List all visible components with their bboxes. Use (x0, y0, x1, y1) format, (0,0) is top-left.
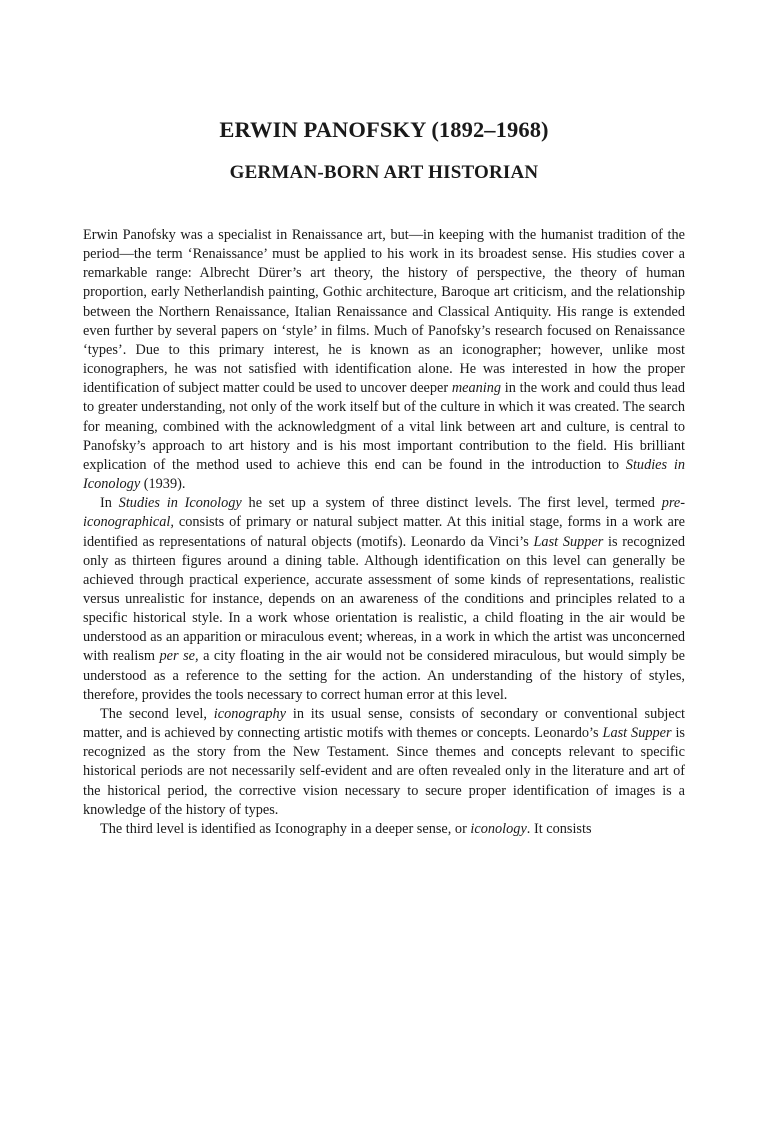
text-run: (1939). (140, 476, 186, 493)
italic-run: Studies in Iconology (83, 456, 685, 493)
text-run: The second level, (100, 705, 214, 722)
text-run: Erwin Panofsky was a specialist in Renaissance art, but—in keeping with the humanist tradition of the period—the term ‘Renaissance’ must be applied to his work in its broadest sense. His studies cover a remarkable range: Albrecht Dürer’s art theory, the history of perspective, the theory of human proportion, early Netherlandish painting, Gothic architecture, Baroque art criticism, and the relationship between the Northern Renaissance, Italian Renaissance and Classical Antiquity. His range is extended even further by several papers on ‘style’ in films. Much of Panofsky’s research focused on Renaissance ‘types’. Due to this primary interest, he is known as an iconographer; however, unlike most iconographers, he was not satisfied with identification alone. He was interested in how the proper identification of subject matter could be used to uncover deeper (83, 227, 685, 397)
paragraph-2 (83, 494, 685, 705)
text-run: consists of primary or natural subject matter. At this initial stage, forms in a work are identified as representations of natural objects (motifs). Leonardo da Vinci’s (83, 514, 685, 550)
article-title (83, 117, 685, 143)
article-subtitle: GERMAN-BORN ART HISTORIAN (229, 162, 539, 183)
italic-run: iconology (470, 820, 527, 837)
text-run: . It consists (526, 820, 592, 837)
article-body (83, 226, 685, 839)
text-run: he set up a system of three distinct levels. The first level, termed (241, 495, 662, 512)
subject-dates: (1892–1968) (425, 117, 549, 142)
paragraph-4 (83, 820, 685, 839)
italic-run: Last Supper (602, 725, 672, 742)
text-run: In (100, 495, 119, 512)
text-run: in the work and could thus lead to greater understanding, not only of the work itself but of the culture in which it was created. The search for meaning, combined with the acknowledgment of a vital link between art and culture, is central to Panofsky’s approach to art history and is his most important contribution to the field. His brilliant explication of the method used to achieve this end can be found in the introduction to (83, 380, 685, 473)
document-page (0, 117, 768, 1141)
text-run: in its usual sense, consists of secondary or conventional subject matter, and is achieved by connecting artistic motifs with themes or concepts. Leonardo’s (83, 705, 686, 742)
text-run: is recognized as the story from the New Testament. Since themes and concepts relevant to specific historical periods are not necessarily self-evident and are often revealed only in the literature and art of the historical period, the corrective vision necessary to secure proper identification of images is a knowledge of the history of types. (83, 725, 685, 818)
text-run: is recognized only as thirteen figures around a dining table. Although identification on this level can generally be achieved through practical experience, accurate assessment of some kinds of representations, realistic versus unrealistic for instance, depends on an awareness of the conditions and principles related to a specific historical style. In a work whose orientation is realistic, a child floating in the air would be understood as an apparition or miraculous event; whereas, in a work in which the artist was unconcerned with realism (83, 533, 685, 665)
text-run: The third level is identified as Iconography in a deeper sense, or (100, 820, 471, 837)
subject-name: ERWIN PANOFSKY (219, 117, 426, 142)
italic-run: per se, (159, 648, 199, 665)
text-run: a city floating in the air would not be considered miraculous, but would simply be understood as a reference to the setting for the action. An understanding of the history of styles, therefore, provides the tools necessary to correct human error at this level. (83, 648, 685, 703)
italic-run: meaning (451, 380, 502, 397)
italic-run: Studies in Iconology (118, 495, 242, 512)
italic-run: iconography (213, 705, 287, 722)
paragraph-3 (83, 705, 685, 820)
italic-run: Last Supper (533, 533, 604, 550)
italic-run: pre-iconographical, (83, 495, 685, 531)
paragraph-1 (83, 226, 685, 494)
